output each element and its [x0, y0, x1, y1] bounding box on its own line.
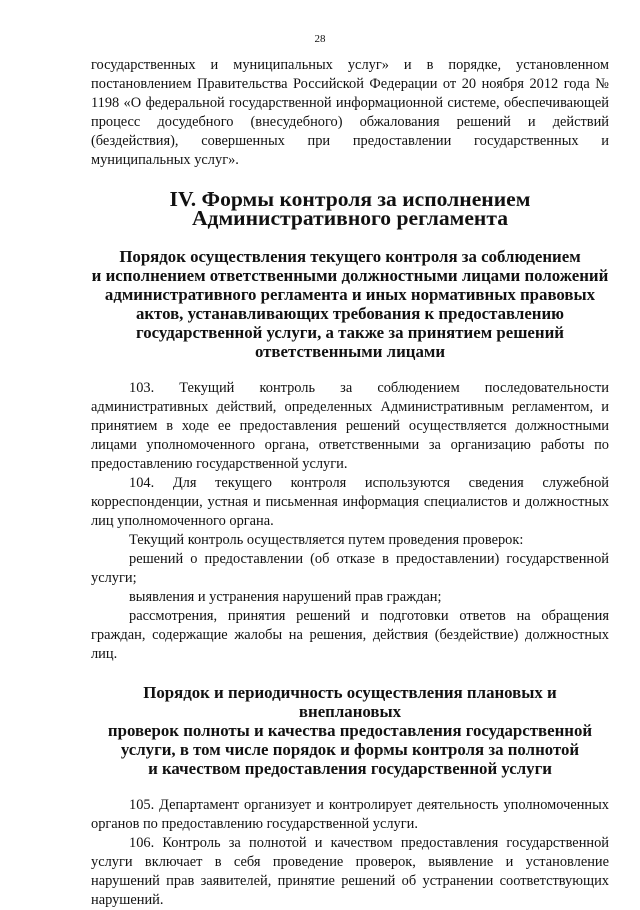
section-heading-inspections	[91, 683, 609, 778]
paragraph-check-decisions: решений о предоставлении (об отказе в предоставлении) государственной услуги;	[91, 551, 609, 586]
paragraph-103: 103. Текущий контроль за соблюдением последовательности административных действий, определенных Административным регламентом, и принятием в ходе ее предоставления решений осуществляется должностными лицами уполномоченного органа, ответственными за организацию работы по предоставлению государственной услуги.	[91, 380, 609, 472]
section-heading-line: Порядок осуществления текущего контроля за соблюдением	[119, 247, 581, 266]
section-heading-line: Порядок и периодичность осуществления плановых и внеплановых	[143, 683, 557, 721]
paragraph-105: 105. Департамент организует и контролирует деятельность уполномоченных органов по предоставлению государственной услуги.	[91, 797, 609, 832]
section-heading-line: услуги, в том числе порядок и формы контроля за полнотой	[120, 740, 580, 759]
section-heading-line: и качеством предоставления государственной услуги	[148, 759, 552, 778]
chapter-heading-line: IV. Формы контроля за исполнением	[169, 187, 531, 211]
section-heading-line: государственной услуги, а также за принятием решений	[136, 323, 564, 342]
section-heading-current-control	[91, 247, 609, 361]
document-body	[91, 56, 609, 910]
page-number: 28	[314, 33, 326, 45]
paragraph-106: 106. Контроль за полнотой и качеством предоставления государственной услуги включает в себя проведение проверок, выявление и установление нарушений прав заявителей, принятие решений об устранении соответствующих нарушений.	[91, 835, 609, 908]
paragraph-check-violations: выявления и устранения нарушений прав граждан;	[129, 589, 442, 605]
section-heading-line: проверок полноты и качества предоставления государственной	[107, 721, 593, 740]
section-heading-line: ответственными лицами	[254, 342, 446, 361]
paragraph-checks-intro: Текущий контроль осуществляется путем проведения проверок:	[129, 532, 524, 548]
paragraph-104: 104. Для текущего контроля используются сведения служебной корреспонденции, устная и письменная информация специалистов и должностных лиц уполномоченного органа.	[91, 475, 609, 529]
section-heading-line: административного регламента и иных нормативных правовых	[104, 285, 596, 304]
chapter-heading-line: Административного регламента	[191, 206, 509, 230]
paragraph-check-appeals: рассмотрения, принятия решений и подготовки ответов на обращения граждан, содержащие жалобы на решения, действия (бездействие) должностных лиц.	[91, 608, 609, 662]
intro-paragraph: государственных и муниципальных услуг» и в порядке, установленном постановлением Правительства Российской Федерации от 20 ноября 2012 года № 1198 «О федеральной государственной информационной системе, обеспечивающей процесс досудебного (внесудебного) обжалования решений и действий (бездействия), совершенных при предоставлении государственных и муниципальных услуг».	[91, 57, 609, 168]
section-heading-line: и исполнением ответственными должностными лицами положений	[91, 266, 609, 285]
chapter-heading	[91, 187, 609, 230]
section-heading-line: актов, устанавливающих требования к предоставлению	[135, 304, 565, 323]
